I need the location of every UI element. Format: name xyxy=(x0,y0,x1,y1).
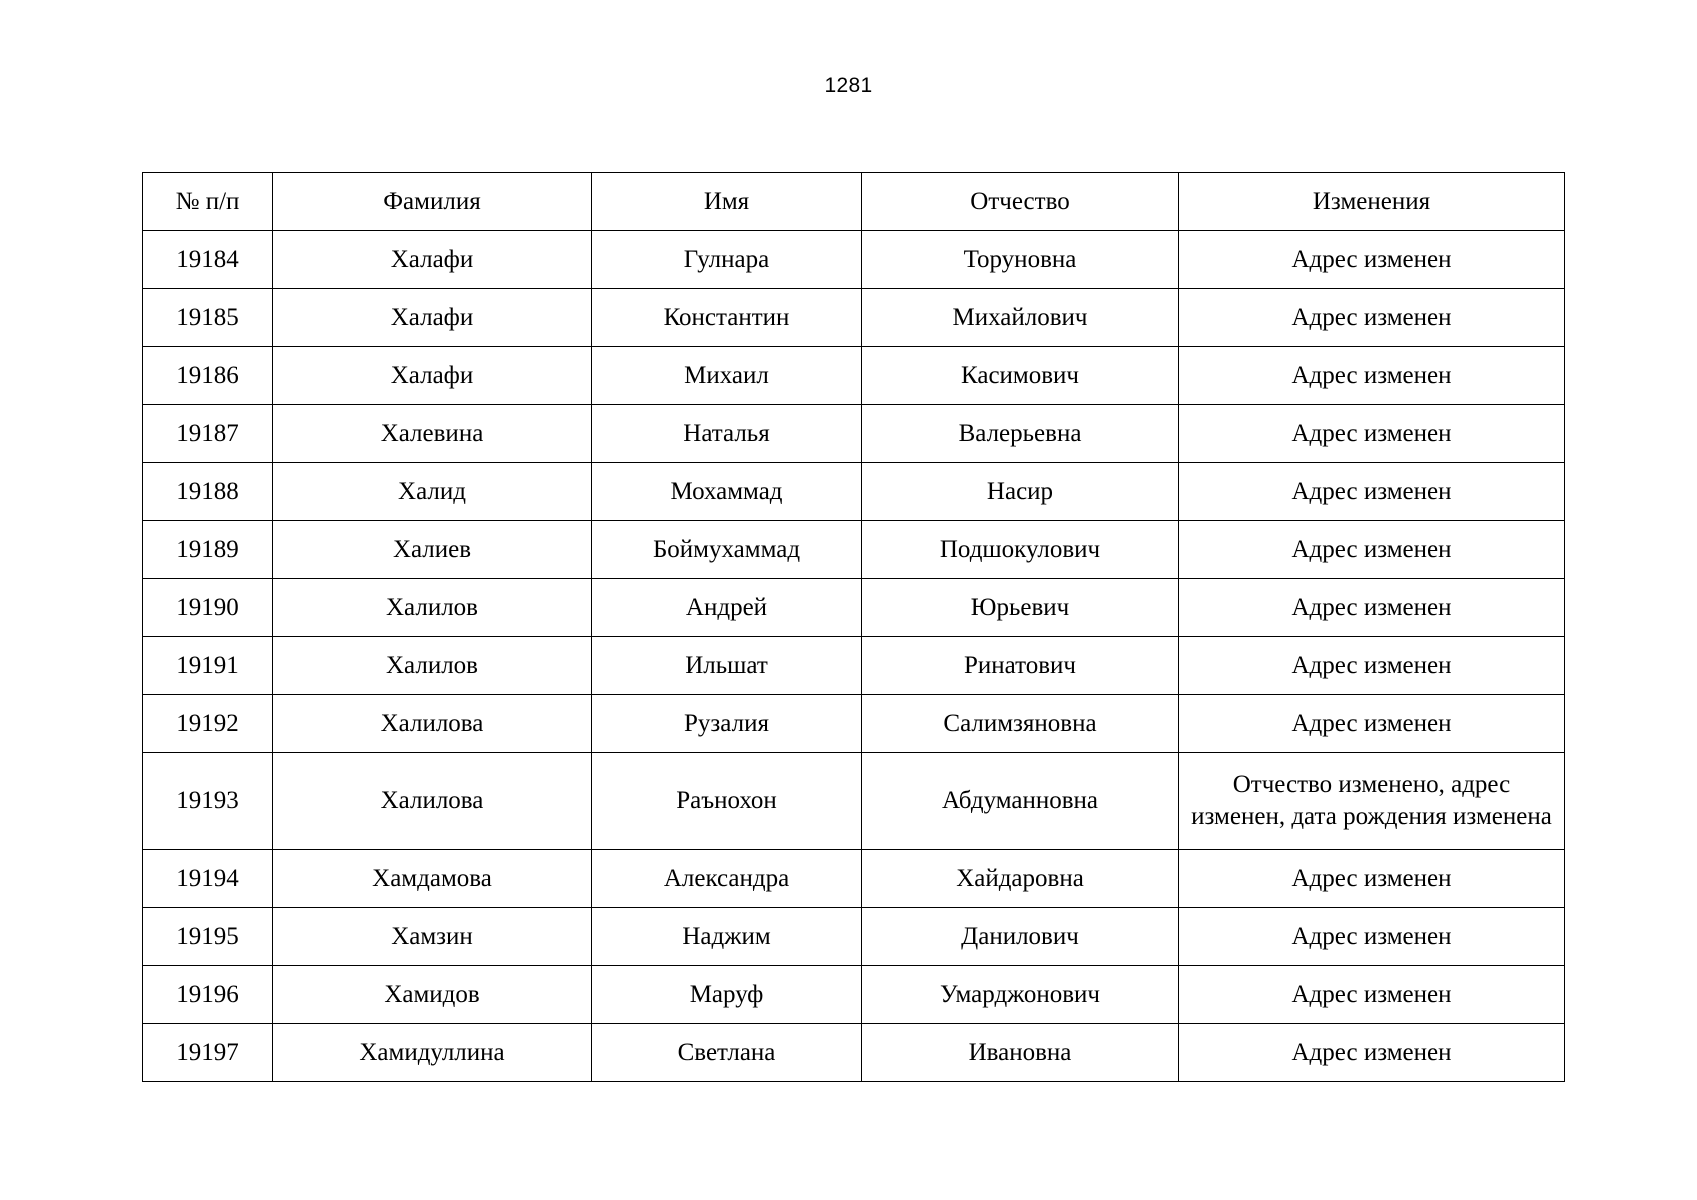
header-number: № п/п xyxy=(143,173,273,231)
cell-number: 19184 xyxy=(143,231,273,289)
cell-patronymic: Касимович xyxy=(862,347,1179,405)
cell-changes: Адрес изменен xyxy=(1179,908,1565,966)
cell-changes: Адрес изменен xyxy=(1179,231,1565,289)
table-row xyxy=(143,347,1565,405)
cell-surname: Халилова xyxy=(273,695,592,753)
cell-first-name: Александра xyxy=(592,850,862,908)
cell-number: 19193 xyxy=(143,753,273,850)
cell-patronymic: Салимзяновна xyxy=(862,695,1179,753)
cell-number: 19196 xyxy=(143,966,273,1024)
cell-changes: Адрес изменен xyxy=(1179,1024,1565,1082)
header-surname: Фамилия xyxy=(273,173,592,231)
table-row xyxy=(143,463,1565,521)
header-patronymic: Отчество xyxy=(862,173,1179,231)
cell-surname: Халафи xyxy=(273,231,592,289)
table-row xyxy=(143,231,1565,289)
page-number: 1281 xyxy=(824,74,873,97)
table-row xyxy=(143,850,1565,908)
cell-first-name: Константин xyxy=(592,289,862,347)
table-row xyxy=(143,1024,1565,1082)
cell-patronymic: Абдуманновна xyxy=(862,753,1179,850)
cell-changes: Адрес изменен xyxy=(1179,347,1565,405)
cell-changes: Адрес изменен xyxy=(1179,463,1565,521)
header-changes: Изменения xyxy=(1179,173,1565,231)
cell-surname: Халафи xyxy=(273,289,592,347)
cell-number: 19194 xyxy=(143,850,273,908)
cell-surname: Халид xyxy=(273,463,592,521)
cell-first-name: Светлана xyxy=(592,1024,862,1082)
table-row xyxy=(143,753,1565,850)
cell-first-name: Андрей xyxy=(592,579,862,637)
cell-changes: Отчество изменено, адрес изменен, дата рождения изменена xyxy=(1179,753,1565,850)
cell-first-name: Рузалия xyxy=(592,695,862,753)
cell-first-name: Наталья xyxy=(592,405,862,463)
cell-surname: Халилов xyxy=(273,579,592,637)
cell-first-name: Наджим xyxy=(592,908,862,966)
cell-surname: Хамидуллина xyxy=(273,1024,592,1082)
table-row xyxy=(143,579,1565,637)
cell-patronymic: Валерьевна xyxy=(862,405,1179,463)
cell-patronymic: Умарджонович xyxy=(862,966,1179,1024)
cell-surname: Халилова xyxy=(273,753,592,850)
cell-surname: Хамзин xyxy=(273,908,592,966)
cell-changes: Адрес изменен xyxy=(1179,850,1565,908)
table-row xyxy=(143,966,1565,1024)
cell-number: 19186 xyxy=(143,347,273,405)
cell-first-name: Маруф xyxy=(592,966,862,1024)
cell-first-name: Раънохон xyxy=(592,753,862,850)
cell-number: 19195 xyxy=(143,908,273,966)
table-row xyxy=(143,695,1565,753)
cell-surname: Халафи xyxy=(273,347,592,405)
cell-first-name: Ильшат xyxy=(592,637,862,695)
cell-surname: Халиев xyxy=(273,521,592,579)
cell-changes: Адрес изменен xyxy=(1179,521,1565,579)
cell-changes: Адрес изменен xyxy=(1179,637,1565,695)
cell-patronymic: Ринатович xyxy=(862,637,1179,695)
header-first-name: Имя xyxy=(592,173,862,231)
cell-patronymic: Подшокулович xyxy=(862,521,1179,579)
cell-patronymic: Юрьевич xyxy=(862,579,1179,637)
cell-patronymic: Михайлович xyxy=(862,289,1179,347)
cell-first-name: Боймухаммад xyxy=(592,521,862,579)
cell-number: 19190 xyxy=(143,579,273,637)
cell-number: 19192 xyxy=(143,695,273,753)
cell-number: 19188 xyxy=(143,463,273,521)
cell-number: 19187 xyxy=(143,405,273,463)
cell-changes: Адрес изменен xyxy=(1179,289,1565,347)
cell-surname: Хамидов xyxy=(273,966,592,1024)
cell-changes: Адрес изменен xyxy=(1179,966,1565,1024)
cell-number: 19185 xyxy=(143,289,273,347)
cell-first-name: Гулнара xyxy=(592,231,862,289)
cell-changes: Адрес изменен xyxy=(1179,695,1565,753)
cell-surname: Хамдамова xyxy=(273,850,592,908)
table-row xyxy=(143,405,1565,463)
cell-surname: Халевина xyxy=(273,405,592,463)
cell-patronymic: Ивановна xyxy=(862,1024,1179,1082)
cell-changes: Адрес изменен xyxy=(1179,579,1565,637)
cell-number: 19191 xyxy=(143,637,273,695)
cell-number: 19189 xyxy=(143,521,273,579)
table-row xyxy=(143,521,1565,579)
table-row xyxy=(143,289,1565,347)
cell-patronymic: Торуновна xyxy=(862,231,1179,289)
table-header-row xyxy=(143,173,1565,231)
cell-patronymic: Хайдаровна xyxy=(862,850,1179,908)
registry-table xyxy=(142,172,1565,1082)
cell-number: 19197 xyxy=(143,1024,273,1082)
cell-patronymic: Насир xyxy=(862,463,1179,521)
table-row xyxy=(143,637,1565,695)
cell-first-name: Михаил xyxy=(592,347,862,405)
cell-surname: Халилов xyxy=(273,637,592,695)
cell-patronymic: Данилович xyxy=(862,908,1179,966)
cell-changes: Адрес изменен xyxy=(1179,405,1565,463)
cell-first-name: Мохаммад xyxy=(592,463,862,521)
table-row xyxy=(143,908,1565,966)
